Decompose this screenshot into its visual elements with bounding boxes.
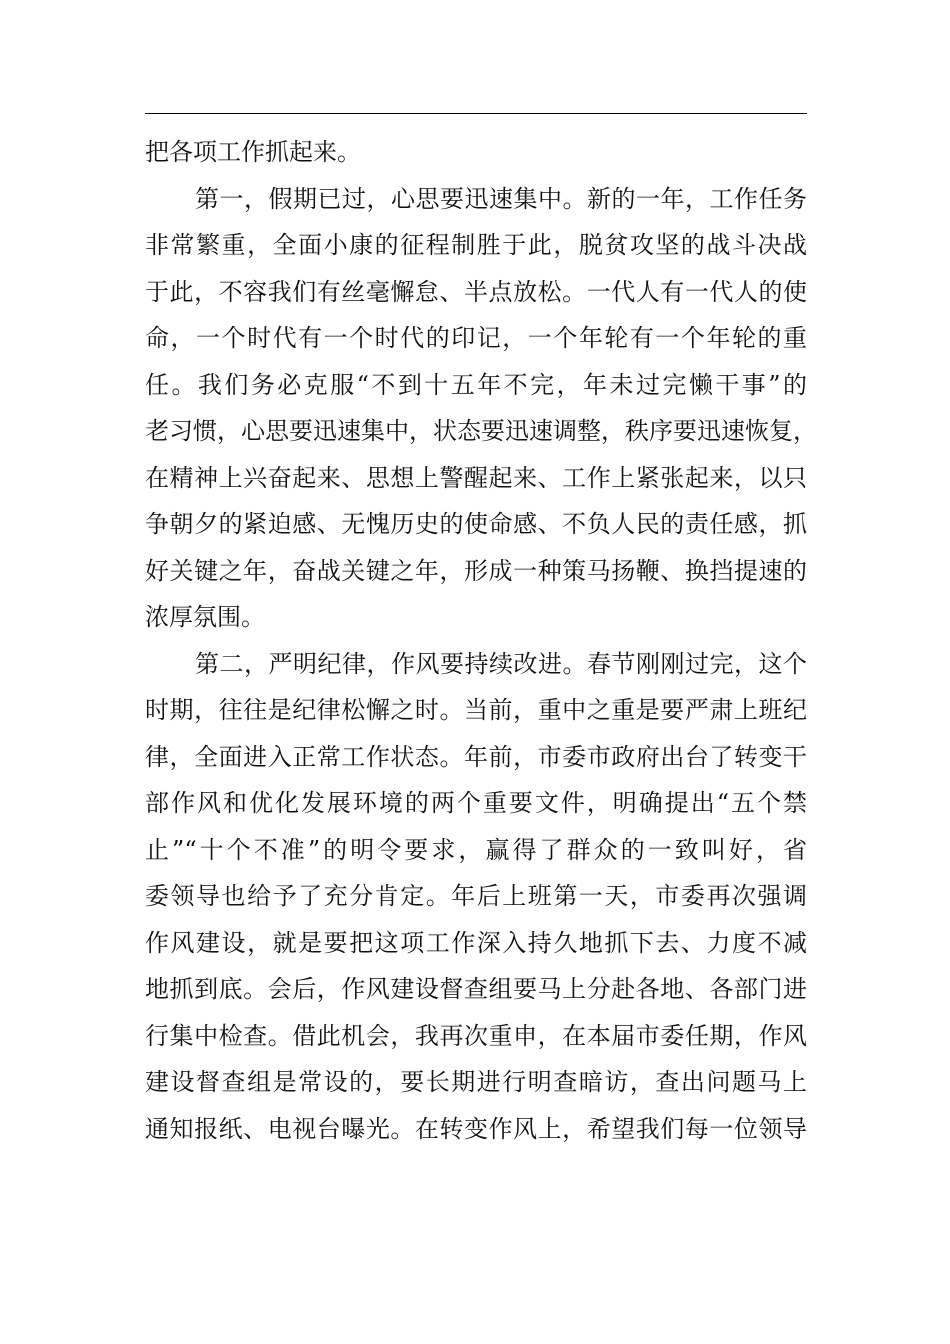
text-line: 争朝夕的紧迫感、无愧历史的使命感、不负人民的责任感，抓	[145, 510, 807, 538]
text-line: 在精神上兴奋起来、思想上警醒起来、工作上紧张起来，以只	[145, 463, 807, 492]
paragraph	[145, 641, 807, 1153]
paragraph	[145, 129, 807, 176]
text-line: 浓厚氛围。	[145, 603, 265, 631]
text-line: 第一，假期已过，心思要迅速集中。新的一年，工作任务	[195, 184, 807, 213]
text-line: 作风建设，就是要把这项工作深入持久地抓下去、力度不减	[145, 928, 807, 957]
text-line: 律，全面进入正常工作状态。年前，市委市政府出台了转变干	[145, 742, 807, 771]
text-line: 任。我们务必克服“不到十五年不完，年未过完懒干事”的	[145, 370, 807, 399]
text-line: 非常繁重，全面小康的征程制胜于此，脱贫攻坚的战斗决战	[145, 231, 807, 259]
text-line: 委领导也给予了充分肯定。年后上班第一天，市委再次强调	[145, 882, 807, 910]
text-line: 止”“十个不准”的明令要求，赢得了群众的一致叫好，省	[145, 835, 807, 864]
text-line: 第二，严明纪律，作风要持续改进。春节刚刚过完，这个	[195, 649, 807, 678]
text-line: 时期，往往是纪律松懈之时。当前，重中之重是要严肃上班纪	[145, 696, 807, 724]
body-text	[145, 129, 817, 1152]
text-line: 通知报纸、电视台曝光。在转变作风上，希望我们每一位领导	[145, 1114, 807, 1143]
header-rule	[145, 113, 807, 114]
text-line: 把各项工作抓起来。	[145, 138, 361, 166]
text-line: 好关键之年，奋战关键之年，形成一种策马扬鞭、换挡提速的	[145, 556, 807, 585]
text-line: 行集中检查。借此机会，我再次重申，在本届市委任期，作风	[145, 1021, 807, 1050]
text-line: 地抓到底。会后，作风建设督查组要马上分赴各地、各部门进	[145, 975, 807, 1003]
text-line: 建设督查组是常设的，要长期进行明查暗访，查出问题马上	[145, 1068, 807, 1096]
text-line: 命，一个时代有一个时代的印记，一个年轮有一个年轮的重	[145, 324, 807, 352]
text-line: 老习惯，心思要迅速集中，状态要迅速调整，秩序要迅速恢复，	[145, 417, 817, 445]
text-line: 部作风和优化发展环境的两个重要文件，明确提出“五个禁	[145, 789, 807, 817]
paragraph	[145, 176, 817, 641]
text-line: 于此，不容我们有丝毫懈怠、半点放松。一代人有一代人的使	[145, 277, 807, 306]
